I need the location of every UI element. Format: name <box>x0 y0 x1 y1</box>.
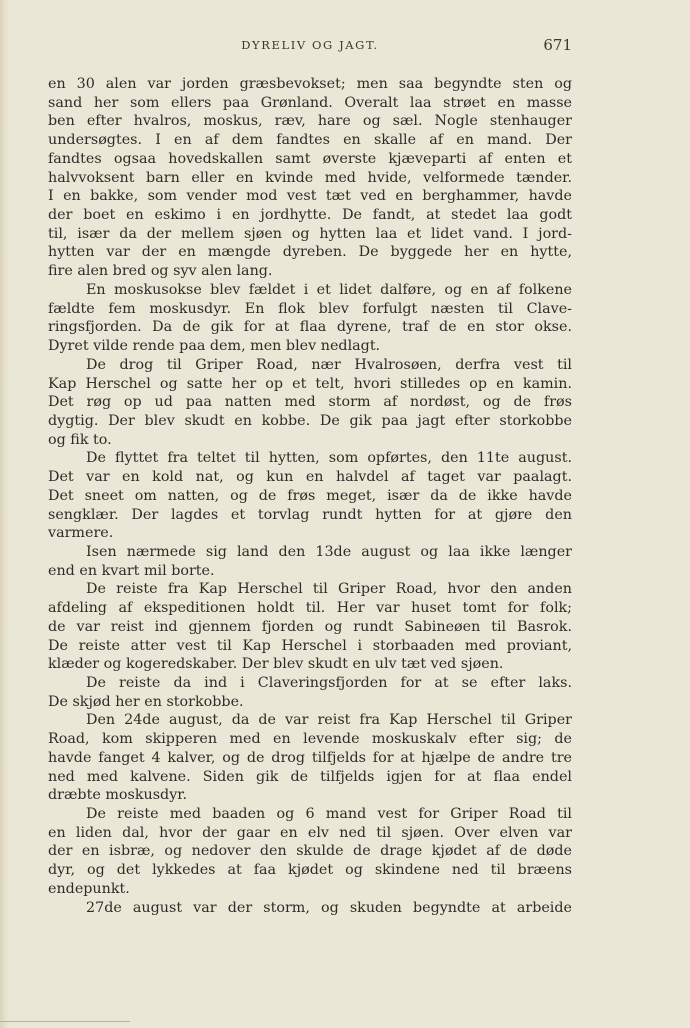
text-line: De reiste fra Kap Herschel til Griper Road, hvor den anden <box>86 581 572 598</box>
text-line: De skjød her en storkobbe. <box>48 693 244 710</box>
text-line: sand her som ellers paa Grønland. Overalt laa strøet en masse <box>48 94 572 111</box>
text-line: varmere. <box>48 525 114 542</box>
text-line: endepunkt. <box>48 880 130 897</box>
text-line: fire alen bred og syv alen lang. <box>48 263 273 280</box>
text-line: Det sneet om natten, og de frøs meget, især da de ikke havde <box>48 487 572 504</box>
text-line: fandtes ogsaa hovedskallen samt øverste kjæveparti af enten et <box>48 150 572 167</box>
text-line: De flyttet fra teltet til hytten, som opførtes, den 11te august. <box>86 450 572 467</box>
text-line: dygtig. Der blev skudt en kobbe. De gik paa jagt efter storkobbe <box>48 412 572 429</box>
text-line: klæder og kogeredskaber. Der blev skudt en ulv tæt ved sjøen. <box>48 656 504 673</box>
text-line: der en isbræ, og nedover den skulde de drage kjødet af de døde <box>48 843 572 860</box>
page-number: 671 <box>543 36 572 54</box>
text-line: dræbte moskusdyr. <box>48 787 188 804</box>
text-line: end en kvart mil borte. <box>48 562 215 579</box>
page-bottom-rule <box>0 1021 130 1022</box>
text-line: De reiste atter vest til Kap Herschel i storbaaden med proviant, <box>48 637 572 654</box>
text-line: ned med kalvene. Siden gik de tilfjelds igjen for at flaa endel <box>48 768 572 785</box>
text-line: Den 24de august, da de var reist fra Kap Herschel til Griper <box>86 712 572 729</box>
text-line: afdeling af ekspeditionen holdt til. Her var huset tomt for folk; <box>48 600 572 617</box>
text-line: fældte fem moskusdyr. En flok blev forfulgt næsten til Clave- <box>48 300 572 317</box>
text-line: Kap Herschel og satte her op et telt, hvori stilledes op en kamin. <box>48 375 572 392</box>
text-line: ringsfjorden. Da de gik for at flaa dyrene, traf de en stor okse. <box>48 319 572 336</box>
page-gutter-edge <box>0 0 9 1028</box>
page-header <box>48 36 572 56</box>
text-line: en 30 alen var jorden græsbevokset; men saa begyndte sten og <box>48 76 572 92</box>
text-line: til, især da der mellem sjøen og hytten laa et lidet vand. I jord- <box>48 225 572 242</box>
text-line: undersøgtes. I en af dem fandtes en skalle af en mand. Der <box>48 132 572 149</box>
text-line: Det var en kold nat, og kun en halvdel af taget var paalagt. <box>48 469 572 486</box>
text-line: en liden dal, hvor der gaar en elv ned til sjøen. Over elven var <box>48 824 572 841</box>
text-line: De reiste da ind i Claveringsfjorden for at se efter laks. <box>86 675 572 691</box>
text-line: der boet en eskimo i en jordhytte. De fandt, at stedet laa godt <box>48 207 572 224</box>
text-line: halvvoksent barn eller en kvinde med hvide, velformede tænder. <box>48 169 572 186</box>
text-line: En moskusokse blev fældet i et lidet dalføre, og en af folkene <box>86 281 572 298</box>
text-line: sengklær. Der lagdes et torvlag rundt hytten for at gjøre den <box>48 506 572 523</box>
text-line: havde fanget 4 kalver, og de drog tilfjelds for at hjælpe de andre tre <box>48 749 572 766</box>
text-line: og fik to. <box>48 431 112 448</box>
text-line: Det røg op ud paa natten med storm af nordøst, og de frøs <box>48 394 572 411</box>
text-line: dyr, og det lykkedes at faa kjødet og skindene ned til bræens <box>48 862 572 879</box>
text-line: ben efter hvalros, moskus, ræv, hare og sæl. Nogle stenhauger <box>48 113 572 130</box>
text-line: Dyret vilde rende paa dem, men blev nedlagt. <box>48 338 381 355</box>
text-line: Road, kom skipperen med en levende moskuskalv efter sig; de <box>48 731 572 748</box>
text-line: de var reist ind gjennem fjorden og rundt Sabineøen til Basrok. <box>48 618 572 635</box>
text-line: De drog til Griper Road, nær Hvalrosøen, derfra vest til <box>86 356 572 373</box>
text-line: 27de august var der storm, og skuden begyndte at arbeide <box>86 899 572 916</box>
text-line: De reiste med baaden og 6 mand vest for Griper Road til <box>86 806 572 823</box>
running-title: DYRELIV OG JAGT. <box>241 38 379 52</box>
text-line: hytten var der en mængde dyreben. De byggede her en hytte, <box>48 244 572 261</box>
text-line: I en bakke, som vender mod vest tæt ved en berghammer, havde <box>48 188 572 205</box>
text-line: Isen nærmede sig land den 13de august og laa ikke længer <box>86 543 572 560</box>
body-text <box>48 75 572 917</box>
